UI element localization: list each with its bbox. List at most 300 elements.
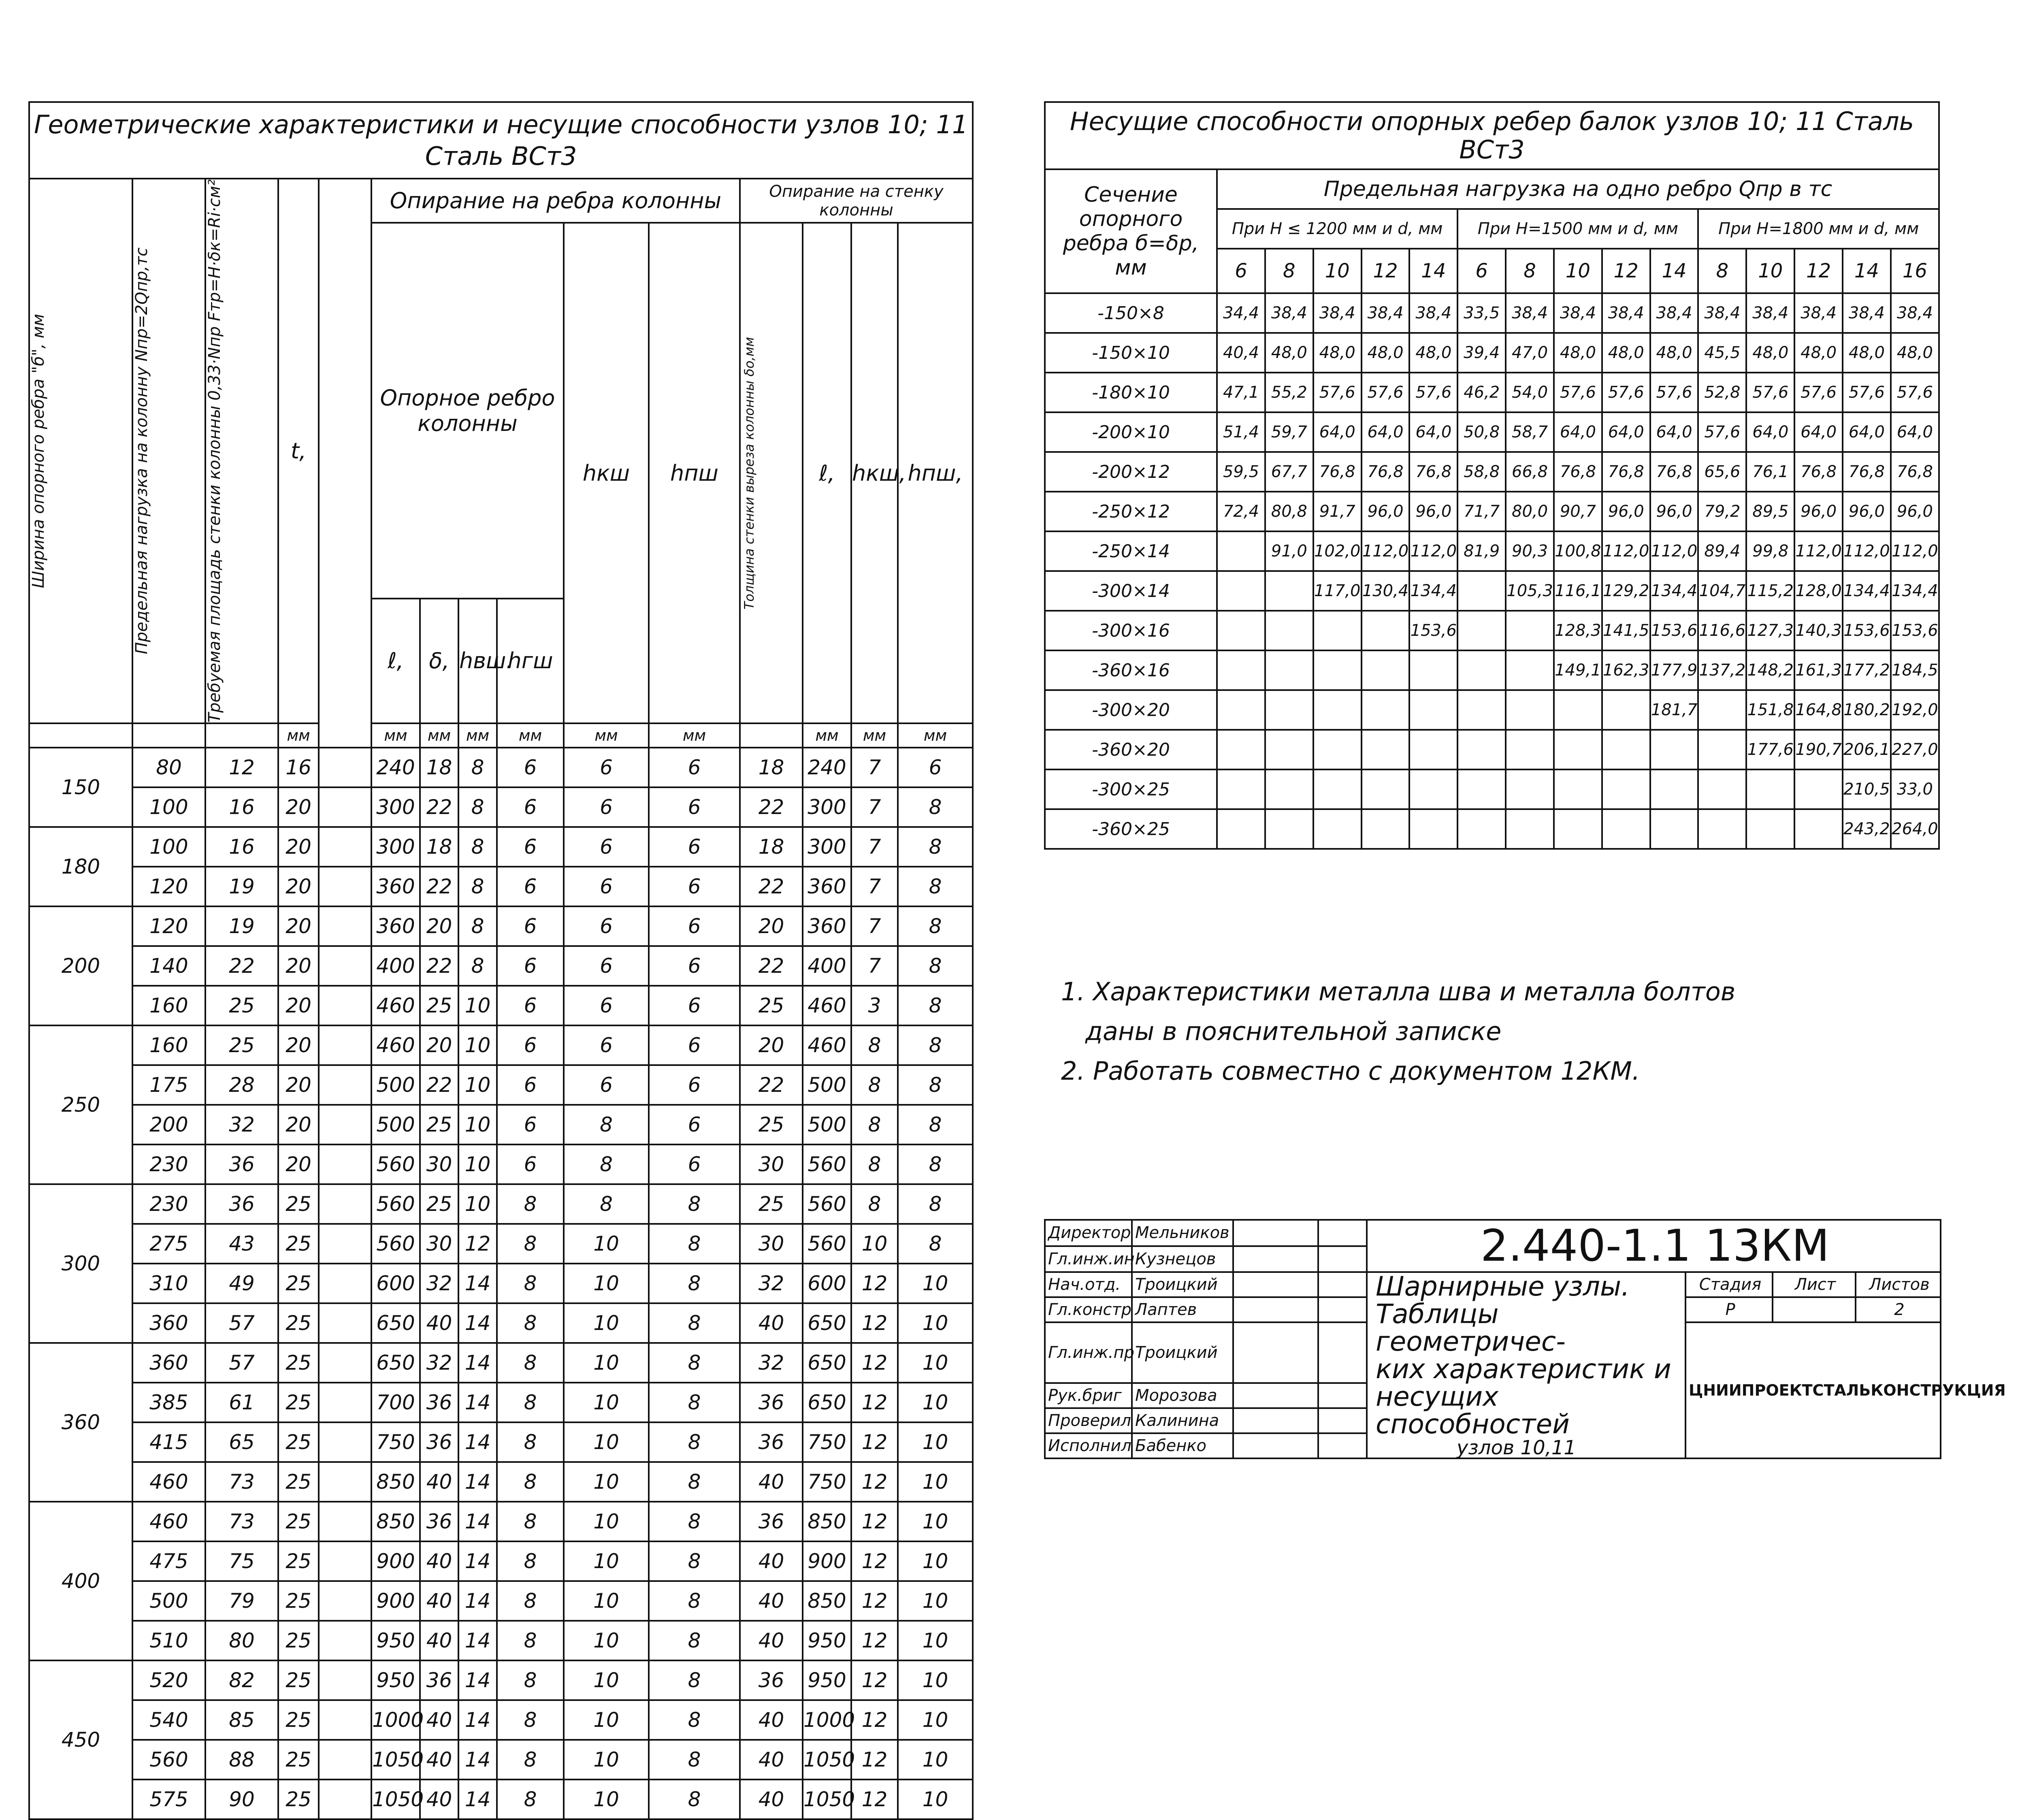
unit-label: мм bbox=[803, 723, 851, 748]
section-cell: -150×8 bbox=[1045, 293, 1217, 333]
table-cell: 140 bbox=[132, 946, 205, 986]
table-cell: 48,0 bbox=[1746, 333, 1794, 373]
wall-thk-header: Толщина стенки выреза колонны δо,мм bbox=[742, 337, 757, 610]
section-cell: -250×14 bbox=[1045, 531, 1217, 571]
table-cell: 48,0 bbox=[1313, 333, 1362, 373]
table-cell: 7 bbox=[851, 946, 898, 986]
table-cell: 500 bbox=[371, 1065, 420, 1105]
table-cell: 560 bbox=[803, 1224, 851, 1264]
table-cell bbox=[1313, 769, 1362, 809]
table-cell: 48,0 bbox=[1409, 333, 1457, 373]
table-cell: 64,0 bbox=[1554, 412, 1602, 452]
table-cell: 120 bbox=[132, 906, 205, 946]
table-cell: 36 bbox=[205, 1144, 278, 1184]
table-cell: 51,4 bbox=[1217, 412, 1265, 452]
table-cell: 80 bbox=[132, 748, 205, 787]
table-cell: 40 bbox=[740, 1780, 803, 1819]
table-cell: 8 bbox=[898, 1065, 973, 1105]
table-cell: 10 bbox=[564, 1581, 649, 1621]
table-row bbox=[1045, 690, 1939, 730]
table-cell bbox=[1362, 690, 1410, 730]
table-cell: 104,7 bbox=[1698, 571, 1746, 611]
table-cell: 80,8 bbox=[1265, 492, 1313, 531]
table-row bbox=[1045, 611, 1939, 650]
table-cell: 76,8 bbox=[1313, 452, 1362, 492]
table-cell: 560 bbox=[371, 1224, 420, 1264]
role: Рук.бриг bbox=[1045, 1383, 1132, 1408]
table-cell: 40 bbox=[420, 1303, 458, 1343]
person: Калинина bbox=[1132, 1408, 1233, 1433]
section-cell: -360×25 bbox=[1045, 809, 1217, 849]
table-cell: 76,8 bbox=[1362, 452, 1410, 492]
table-cell: 79,2 bbox=[1698, 492, 1746, 531]
empty-cell bbox=[319, 1502, 371, 1541]
table-cell: 10 bbox=[564, 1502, 649, 1541]
table-cell bbox=[1265, 809, 1313, 849]
empty-cell bbox=[319, 986, 371, 1025]
table-row bbox=[1045, 769, 1939, 809]
table-cell: 40 bbox=[420, 1700, 458, 1740]
unit-label: мм bbox=[371, 723, 420, 748]
table-cell bbox=[1457, 809, 1506, 849]
table-cell bbox=[1698, 809, 1746, 849]
empty-cell bbox=[319, 1264, 371, 1303]
table-cell: 116,6 bbox=[1698, 611, 1746, 650]
table-cell: 560 bbox=[803, 1144, 851, 1184]
table-cell: 25 bbox=[278, 1700, 319, 1740]
table-cell: 38,4 bbox=[1602, 293, 1650, 333]
table-cell: 6 bbox=[649, 906, 740, 946]
support-ribs-header: Опирание на ребра колонны bbox=[371, 179, 740, 223]
table-cell: 177,9 bbox=[1650, 650, 1698, 690]
table-cell bbox=[1362, 809, 1410, 849]
table-cell: 6 bbox=[497, 867, 564, 906]
table-cell: 8 bbox=[649, 1541, 740, 1581]
table-cell: 25 bbox=[740, 1184, 803, 1224]
table-cell: 8 bbox=[497, 1621, 564, 1660]
table-cell: 57 bbox=[205, 1343, 278, 1383]
empty-cell bbox=[319, 1184, 371, 1224]
table-cell bbox=[1554, 730, 1602, 769]
table-cell: 116,1 bbox=[1554, 571, 1602, 611]
table-row bbox=[29, 1383, 973, 1422]
table-cell: 6 bbox=[564, 1065, 649, 1105]
section-cell: -180×10 bbox=[1045, 373, 1217, 412]
table-cell: 6 bbox=[497, 986, 564, 1025]
table-cell: 20 bbox=[278, 946, 319, 986]
table-cell: 950 bbox=[803, 1660, 851, 1700]
table-cell: 65 bbox=[205, 1422, 278, 1462]
table-cell: 49 bbox=[205, 1264, 278, 1303]
organization: ЦНИИПРОЕКТСТАЛЬКОНСТРУКЦИЯ bbox=[1685, 1322, 1941, 1458]
empty-cell bbox=[319, 946, 371, 986]
table-cell bbox=[1313, 690, 1362, 730]
table-cell: 6 bbox=[898, 748, 973, 787]
table-row bbox=[29, 827, 973, 867]
table-cell bbox=[1265, 690, 1313, 730]
unit-label: мм bbox=[851, 723, 898, 748]
table-cell: 20 bbox=[278, 1144, 319, 1184]
table-cell: 8 bbox=[458, 906, 497, 946]
table-cell: 10 bbox=[898, 1660, 973, 1700]
table-cell: 10 bbox=[898, 1303, 973, 1343]
table-cell: 8 bbox=[898, 1144, 973, 1184]
table-cell: 1000 bbox=[371, 1700, 420, 1740]
table-cell: 25 bbox=[278, 1303, 319, 1343]
table-cell: 134,4 bbox=[1409, 571, 1457, 611]
table-cell: 14 bbox=[458, 1541, 497, 1581]
table-cell: 360 bbox=[803, 906, 851, 946]
table-cell: 1050 bbox=[371, 1780, 420, 1819]
table-cell: 500 bbox=[132, 1581, 205, 1621]
table-cell: 560 bbox=[803, 1184, 851, 1224]
table-cell: 6 bbox=[649, 1105, 740, 1144]
table-cell: 240 bbox=[371, 748, 420, 787]
table-cell: 112,0 bbox=[1843, 531, 1891, 571]
table-cell: 38,4 bbox=[1746, 293, 1794, 333]
table-cell: 385 bbox=[132, 1383, 205, 1422]
table-cell: 177,2 bbox=[1843, 650, 1891, 690]
table-row bbox=[29, 1025, 973, 1065]
table-cell: 6 bbox=[497, 1025, 564, 1065]
table-cell: 510 bbox=[132, 1621, 205, 1660]
table-cell: 102,0 bbox=[1313, 531, 1362, 571]
table-cell: 48,0 bbox=[1554, 333, 1602, 373]
d-value-header: 6 bbox=[1457, 249, 1506, 293]
table-cell: 8 bbox=[458, 867, 497, 906]
table-cell: 6 bbox=[497, 1065, 564, 1105]
table-cell: 950 bbox=[803, 1621, 851, 1660]
table-cell: 38,4 bbox=[1265, 293, 1313, 333]
empty-cell bbox=[319, 1383, 371, 1422]
table-cell: 8 bbox=[497, 1660, 564, 1700]
table-cell: 19 bbox=[205, 867, 278, 906]
table-cell: 10 bbox=[898, 1780, 973, 1819]
table-row bbox=[1045, 531, 1939, 571]
table-cell: 650 bbox=[803, 1383, 851, 1422]
table-cell: 59,7 bbox=[1265, 412, 1313, 452]
table-cell: 460 bbox=[371, 1025, 420, 1065]
table-cell: 850 bbox=[803, 1502, 851, 1541]
table-cell: 57,6 bbox=[1843, 373, 1891, 412]
table-cell: 148,2 bbox=[1746, 650, 1794, 690]
table-cell: 8 bbox=[497, 1541, 564, 1581]
table-cell: 12 bbox=[851, 1343, 898, 1383]
section-cell: -300×25 bbox=[1045, 769, 1217, 809]
table-cell: 85 bbox=[205, 1700, 278, 1740]
table-cell: 48,0 bbox=[1794, 333, 1843, 373]
table-cell: 10 bbox=[458, 1184, 497, 1224]
table-cell: 275 bbox=[132, 1224, 205, 1264]
table-cell bbox=[1506, 730, 1554, 769]
table-cell: 8 bbox=[649, 1780, 740, 1819]
table-cell: 25 bbox=[278, 1621, 319, 1660]
table-cell: 33,0 bbox=[1891, 769, 1939, 809]
table-cell: 6 bbox=[497, 827, 564, 867]
group-header: При H ≤ 1200 мм и d, мм bbox=[1217, 209, 1457, 249]
empty-cell bbox=[319, 1780, 371, 1819]
table-cell: 7 bbox=[851, 748, 898, 787]
table-cell: 8 bbox=[497, 1422, 564, 1462]
table-row bbox=[29, 1105, 973, 1144]
table-cell: 76,8 bbox=[1650, 452, 1698, 492]
table-row bbox=[1045, 373, 1939, 412]
table-row bbox=[29, 1144, 973, 1184]
table-cell bbox=[1506, 650, 1554, 690]
table-cell bbox=[1362, 769, 1410, 809]
table-cell: 6 bbox=[564, 827, 649, 867]
unit-label: мм bbox=[649, 723, 740, 748]
table-cell: 16 bbox=[278, 748, 319, 787]
table-cell: 25 bbox=[740, 986, 803, 1025]
table-cell: 12 bbox=[205, 748, 278, 787]
table-cell: 128,3 bbox=[1554, 611, 1602, 650]
table-cell bbox=[1602, 730, 1650, 769]
table-cell: 36 bbox=[205, 1184, 278, 1224]
table-cell: 50,8 bbox=[1457, 412, 1506, 452]
table-cell: 22 bbox=[420, 867, 458, 906]
table-cell: 40 bbox=[740, 1581, 803, 1621]
table-cell bbox=[1265, 571, 1313, 611]
d-value-header: 8 bbox=[1506, 249, 1554, 293]
role: Директор bbox=[1045, 1220, 1132, 1246]
empty-cell bbox=[319, 1025, 371, 1065]
table-cell: 18 bbox=[740, 748, 803, 787]
table-cell: 8 bbox=[851, 1025, 898, 1065]
table-cell: 20 bbox=[740, 906, 803, 946]
table-cell: 8 bbox=[649, 1343, 740, 1383]
empty-cell bbox=[319, 1621, 371, 1660]
table-cell: 6 bbox=[649, 946, 740, 986]
table-cell: 8 bbox=[458, 946, 497, 986]
table-cell: 90 bbox=[205, 1780, 278, 1819]
table-cell bbox=[1698, 730, 1746, 769]
table-cell: 14 bbox=[458, 1383, 497, 1422]
table-cell: 460 bbox=[132, 1462, 205, 1502]
table-cell: 850 bbox=[371, 1462, 420, 1502]
table-cell: 8 bbox=[564, 1144, 649, 1184]
role: Проверил bbox=[1045, 1408, 1132, 1433]
section-cell: -360×20 bbox=[1045, 730, 1217, 769]
table-row bbox=[29, 1184, 973, 1224]
table-cell: 750 bbox=[371, 1422, 420, 1462]
table-cell: 140,3 bbox=[1794, 611, 1843, 650]
empty-cell bbox=[319, 1303, 371, 1343]
table-cell: 6 bbox=[649, 1025, 740, 1065]
table-cell: 38,4 bbox=[1698, 293, 1746, 333]
table-cell: 58,7 bbox=[1506, 412, 1554, 452]
table-cell: 100 bbox=[132, 827, 205, 867]
table-cell: 1050 bbox=[803, 1780, 851, 1819]
section-cell: -200×10 bbox=[1045, 412, 1217, 452]
table-cell: 8 bbox=[649, 1700, 740, 1740]
table-cell bbox=[1313, 809, 1362, 849]
table-cell: 8 bbox=[898, 1184, 973, 1224]
table-cell: 750 bbox=[803, 1422, 851, 1462]
table-row bbox=[1045, 730, 1939, 769]
table-cell: 8 bbox=[649, 1224, 740, 1264]
table-cell: 1050 bbox=[803, 1740, 851, 1780]
table-cell: 137,2 bbox=[1698, 650, 1746, 690]
table-cell: 230 bbox=[132, 1184, 205, 1224]
table-row bbox=[29, 986, 973, 1025]
table-cell: 400 bbox=[803, 946, 851, 986]
rib-width-cell: 400 bbox=[29, 1502, 132, 1660]
table-cell bbox=[1746, 769, 1794, 809]
table-cell: 57,6 bbox=[1313, 373, 1362, 412]
table-cell: 57,6 bbox=[1362, 373, 1410, 412]
table-row bbox=[1045, 412, 1939, 452]
table-cell: 10 bbox=[564, 1462, 649, 1502]
table-cell: 900 bbox=[371, 1541, 420, 1581]
table-cell: 73 bbox=[205, 1502, 278, 1541]
table-cell: 300 bbox=[371, 827, 420, 867]
table-cell: 8 bbox=[898, 946, 973, 986]
drawing-code: 2.440-1.1 13КМ bbox=[1367, 1220, 1941, 1272]
table-cell: 900 bbox=[371, 1581, 420, 1621]
rib-width-cell: 150 bbox=[29, 748, 132, 827]
table-cell: 8 bbox=[497, 1740, 564, 1780]
d-value-header: 14 bbox=[1409, 249, 1457, 293]
table-cell: 40 bbox=[420, 1780, 458, 1819]
table-cell: 25 bbox=[278, 1780, 319, 1819]
table-cell: 20 bbox=[278, 1025, 319, 1065]
table-cell: 153,6 bbox=[1650, 611, 1698, 650]
table-cell: 950 bbox=[371, 1621, 420, 1660]
table-cell: 149,1 bbox=[1554, 650, 1602, 690]
table-cell: 10 bbox=[458, 1025, 497, 1065]
table-row bbox=[1045, 492, 1939, 531]
stage-label: Стадия bbox=[1685, 1272, 1773, 1297]
table-cell: 360 bbox=[371, 867, 420, 906]
table-cell bbox=[1554, 809, 1602, 849]
table-cell: 22 bbox=[420, 1065, 458, 1105]
table-cell: 162,3 bbox=[1602, 650, 1650, 690]
table-cell: 10 bbox=[564, 1303, 649, 1343]
table-cell bbox=[1746, 809, 1794, 849]
table-cell: 6 bbox=[497, 787, 564, 827]
section-cell: -250×12 bbox=[1045, 492, 1217, 531]
table-cell bbox=[1409, 650, 1457, 690]
geometry-table-title: Геометрические характеристики и несущие способности узлов 10; 11 Сталь ВСт3 bbox=[29, 102, 973, 179]
table-cell: 28 bbox=[205, 1065, 278, 1105]
table-cell bbox=[1217, 650, 1265, 690]
table-cell bbox=[1409, 769, 1457, 809]
note-line: 2. Работать совместно с документом 12КМ. bbox=[1061, 1056, 1640, 1086]
table-cell bbox=[1650, 809, 1698, 849]
table-cell: 264,0 bbox=[1891, 809, 1939, 849]
table-cell: 180,2 bbox=[1843, 690, 1891, 730]
table-cell: 36 bbox=[740, 1422, 803, 1462]
table-cell: 560 bbox=[371, 1184, 420, 1224]
rib-width-cell: 300 bbox=[29, 1184, 132, 1343]
table-cell: 64,0 bbox=[1602, 412, 1650, 452]
table-row bbox=[29, 1343, 973, 1383]
table-cell: 200 bbox=[132, 1105, 205, 1144]
table-cell: 192,0 bbox=[1891, 690, 1939, 730]
table-cell: 1050 bbox=[371, 1740, 420, 1780]
table-cell: 25 bbox=[278, 1502, 319, 1541]
table-cell: 64,0 bbox=[1409, 412, 1457, 452]
table-cell: 8 bbox=[564, 1184, 649, 1224]
table-cell: 10 bbox=[564, 1660, 649, 1700]
table-cell: 6 bbox=[497, 946, 564, 986]
table-cell bbox=[1457, 690, 1506, 730]
table-cell: 80,0 bbox=[1506, 492, 1554, 531]
table-cell: 38,4 bbox=[1891, 293, 1939, 333]
empty-cell bbox=[319, 748, 371, 787]
hk-header: hкш bbox=[564, 223, 649, 723]
table-cell: 460 bbox=[803, 1025, 851, 1065]
table-cell: 22 bbox=[740, 867, 803, 906]
table-cell: 40 bbox=[420, 1541, 458, 1581]
d-value-header: 16 bbox=[1891, 249, 1939, 293]
table-cell: 6 bbox=[649, 748, 740, 787]
table-cell: 12 bbox=[851, 1502, 898, 1541]
table-cell: 14 bbox=[458, 1780, 497, 1819]
table-cell: 88 bbox=[205, 1740, 278, 1780]
rib-width-cell: 360 bbox=[29, 1343, 132, 1502]
table-cell: 300 bbox=[803, 827, 851, 867]
d-value-header: 6 bbox=[1217, 249, 1265, 293]
table-cell: 117,0 bbox=[1313, 571, 1362, 611]
table-cell: 32 bbox=[420, 1343, 458, 1383]
table-cell: 153,6 bbox=[1843, 611, 1891, 650]
table-cell bbox=[1602, 809, 1650, 849]
table-cell: 96,0 bbox=[1650, 492, 1698, 531]
table-cell: 360 bbox=[132, 1303, 205, 1343]
table-cell: 25 bbox=[278, 1541, 319, 1581]
area-header: Требуемая площадь стенки колонны 0,33·Nпр Fтр=H·δк=Ri·см² bbox=[205, 179, 224, 723]
table-cell: 6 bbox=[497, 906, 564, 946]
table-cell: 10 bbox=[564, 1700, 649, 1740]
table-row bbox=[29, 1065, 973, 1105]
table-cell bbox=[1265, 650, 1313, 690]
table-cell: 47,0 bbox=[1506, 333, 1554, 373]
table-cell: 14 bbox=[458, 1343, 497, 1383]
table-cell: 54,0 bbox=[1506, 373, 1554, 412]
table-cell bbox=[1362, 730, 1410, 769]
table-cell: 8 bbox=[898, 1224, 973, 1264]
table-cell: 20 bbox=[278, 787, 319, 827]
table-cell: 40 bbox=[740, 1740, 803, 1780]
table-cell: 10 bbox=[458, 1065, 497, 1105]
section-cell: -360×16 bbox=[1045, 650, 1217, 690]
table-cell: 64,0 bbox=[1362, 412, 1410, 452]
table-cell: 43 bbox=[205, 1224, 278, 1264]
table-cell: 40 bbox=[740, 1700, 803, 1740]
table-cell: 6 bbox=[564, 946, 649, 986]
table-cell: 475 bbox=[132, 1541, 205, 1581]
table-cell: 30 bbox=[420, 1224, 458, 1264]
table-row bbox=[29, 906, 973, 946]
table-cell: 8 bbox=[497, 1303, 564, 1343]
table-cell: 76,8 bbox=[1409, 452, 1457, 492]
table-cell: 14 bbox=[458, 1700, 497, 1740]
table-row bbox=[29, 787, 973, 827]
table-cell bbox=[1265, 769, 1313, 809]
table-cell: 20 bbox=[278, 1065, 319, 1105]
table-cell: 8 bbox=[898, 1025, 973, 1065]
table-cell: 64,0 bbox=[1313, 412, 1362, 452]
table-cell: 25 bbox=[740, 1105, 803, 1144]
table-cell bbox=[1698, 690, 1746, 730]
table-cell: 10 bbox=[564, 1264, 649, 1303]
table-row bbox=[29, 1660, 973, 1700]
table-cell: 25 bbox=[420, 986, 458, 1025]
table-cell: 10 bbox=[898, 1462, 973, 1502]
table-row bbox=[1045, 293, 1939, 333]
